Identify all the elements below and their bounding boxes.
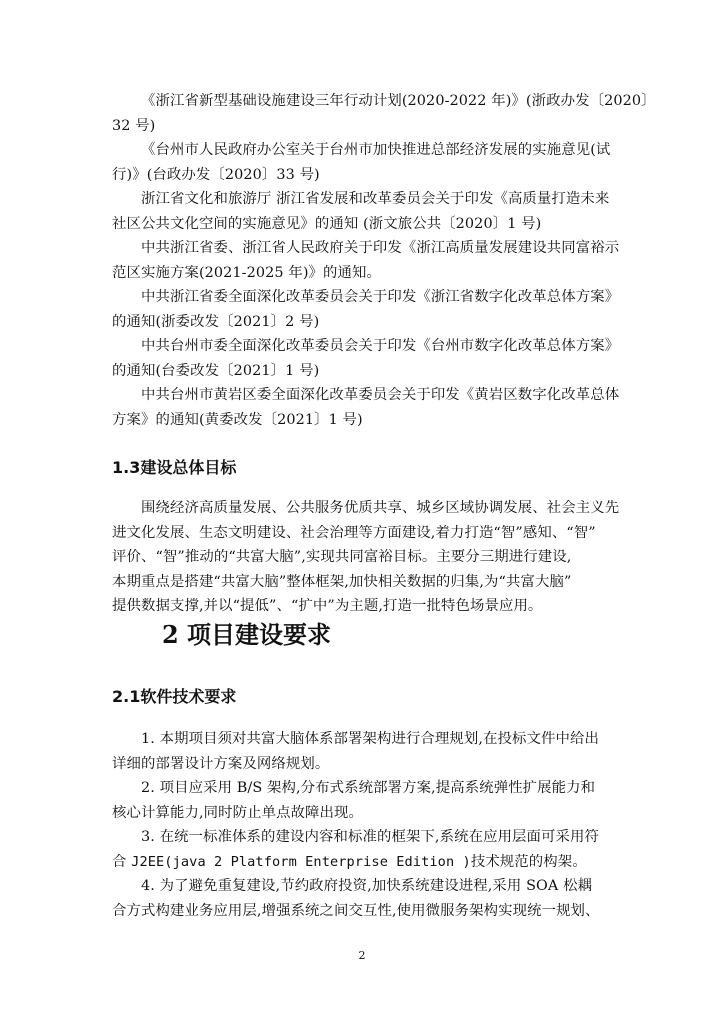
reference-line: 中共浙江省委全面深化改革委员会关于印发《浙江省数字化改革总体方案》 [141, 289, 620, 305]
list-item-line: 1. 本期项目须对共富大脑体系部署架构进行合理规划,在投标文件中给出 [141, 731, 599, 747]
body-line: 进文化发展、生态文明建设、社会治理等方面建设,着力打造“智”感知、“智” [112, 524, 596, 541]
list-item-line: 4. 为了避免重复建设,节约政府投资,加快系统建设进程,采用 SOA 松耦 [141, 878, 593, 894]
reference-line: 行)》(台政办发〔2020〕33 号) [112, 166, 320, 183]
reference-line: 中共台州市黄岩区委全面深化改革委员会关于印发《黄岩区数字化改革总体 [141, 387, 620, 403]
body-line: 本期重点是搭建“共富大脑”整体框架,加快相关数据的归集,为“共富大脑” [112, 573, 572, 590]
list-item-text: 技术规范的构架。 [470, 853, 587, 870]
section-2-1-heading: 2.1软件技术要求 [112, 687, 237, 706]
reference-line: 中共台州市委全面深化改革委员会关于印发《台州市数字化改革总体方案》 [141, 338, 620, 354]
list-item-line [112, 850, 613, 875]
list-item-line: 核心计算能力,同时防止单点故障出现。 [112, 804, 364, 821]
section-2-1-body [112, 727, 613, 923]
reference-line: 的通知(浙委改发〔2021〕2 号) [112, 313, 320, 330]
reference-list [112, 89, 656, 432]
reference-line: 范区实施方案(2021-2025 年)》的通知。 [112, 264, 381, 281]
reference-line: 《浙江省新型基础设施建设三年行动计划(2020-2022 年)》(浙政办发〔2020〕 [141, 93, 656, 109]
reference-line: 方案》的通知(黄委改发〔2021〕1 号) [112, 411, 363, 428]
standard-name: J2EE(java 2 Platform Enterprise Edition ) [131, 853, 471, 870]
list-item-line: 合方式构建业务应用层,增强系统之间交互性,使用微服务架构实现统一规划、 [112, 902, 600, 919]
list-item-line: 3. 在统一标准体系的建设内容和标准的框架下,系统在应用层面可采用符 [141, 829, 599, 845]
list-item-line: 详细的部署设计方案及网络规划。 [112, 755, 330, 772]
reference-line: 浙江省文化和旅游厅 浙江省发展和改革委员会关于印发《高质量打造未来 [141, 191, 610, 207]
body-line: 提供数据支撑,并以“提低”、“扩中”为主题,打造一批特色场景应用。 [112, 598, 543, 614]
section-1-3-heading: 1.3建设总体目标 [112, 458, 237, 477]
chapter-2-heading: 2 项目建设要求 [162, 620, 332, 649]
list-item-line: 2. 项目应采用 B/S 架构,分布式系统部署方案,提高系统弹性扩展能力和 [141, 780, 596, 796]
reference-line: 社区公共文化空间的实施意见》的通知 (浙文旅公共〔2020〕1 号) [112, 215, 542, 232]
reference-line: 《台州市人民政府办公室关于台州市加快推进总部经济发展的实施意见(试 [141, 142, 611, 158]
reference-line: 中共浙江省委、浙江省人民政府关于印发《浙江高质量发展建设共同富裕示 [141, 240, 620, 256]
section-1-3-body [112, 496, 620, 619]
list-item-text: 合 [112, 853, 132, 870]
body-line: 围绕经济高质量发展、公共服务优质共享、城乡区域协调发展、社会主义先 [141, 500, 620, 516]
page-number: 2 [358, 949, 366, 962]
reference-line: 32 号) [112, 117, 156, 134]
reference-line: 的通知(台委改发〔2021〕1 号) [112, 362, 320, 379]
body-line: 评价、“智”推动的“共富大脑”,实现共同富裕目标。主要分三期进行建设, [112, 549, 572, 565]
